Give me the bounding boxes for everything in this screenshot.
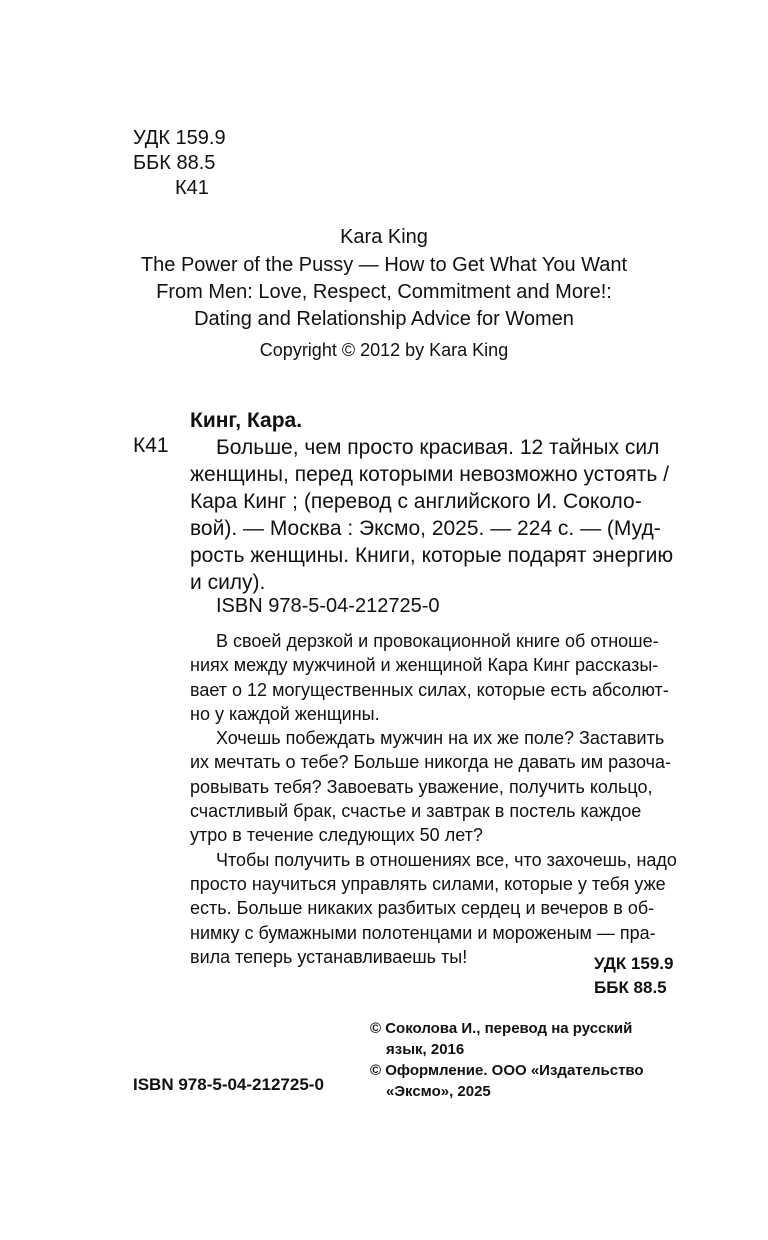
annotation-paragraph: [190, 848, 678, 969]
design-copyright: [370, 1060, 680, 1102]
annotation-line: но у каждой женщины.: [190, 703, 380, 724]
translation-copyright: [370, 1018, 680, 1060]
footer-classification: [594, 952, 673, 1000]
original-copyright: Copyright © 2012 by Kara King: [259, 340, 509, 360]
record-author-mark: К41: [133, 434, 169, 457]
copyright-line: © Оформление. ООО «Издательство: [370, 1062, 644, 1079]
annotation-line: Чтобы получить в отношениях все, что захочешь, надо: [216, 849, 677, 870]
biblio-line: рость женщины. Книги, которые подарят энергию: [190, 544, 674, 567]
annotation-line: есть. Больше никаких разбитых сердец и вечеров в об-: [190, 898, 655, 919]
annotation-line: их мечтать о тебе? Больше никогда не давать им разоча-: [190, 752, 671, 773]
copyright-line: © Соколова И., перевод на русский: [370, 1020, 633, 1037]
biblio-line: вой). — Москва : Эксмо, 2025. — 224 с. — (Муд-: [190, 517, 661, 540]
annotation-paragraph: [190, 726, 678, 847]
annotation-line: счастливый брак, счастье и завтрак в постель каждое: [190, 801, 642, 822]
udk-code: УДК 159.9: [133, 127, 226, 149]
annotation-line: просто научиться управлять силами, которые у тебя уже: [190, 873, 666, 894]
biblio-line: Больше, чем просто красивая. 12 тайных сил: [216, 436, 660, 459]
original-author: Kara King: [340, 226, 428, 248]
bbk-code: ББК 88.5: [133, 152, 216, 174]
bibliographic-description: [190, 434, 678, 596]
original-title: [0, 252, 768, 333]
original-title-line: Dating and Relationship Advice for Women: [194, 308, 574, 330]
classification-codes: [133, 126, 226, 201]
footer-copyrights: [370, 1018, 680, 1102]
annotation-paragraph: [190, 629, 678, 726]
annotation-line: ровывать тебя? Завоевать уважение, получить кольцо,: [190, 776, 653, 797]
author-mark: К41: [175, 177, 209, 199]
biblio-line: женщины, перед которыми невозможно устоять /: [190, 463, 669, 486]
footer-isbn: ISBN 978-5-04-212725-0: [133, 1075, 324, 1094]
footer-udk: УДК 159.9: [594, 954, 674, 973]
author-heading: Кинг, Кара.: [190, 409, 303, 432]
original-title-line: The Power of the Pussy — How to Get What You Want: [140, 254, 628, 276]
isbn: ISBN 978-5-04-212725-0: [216, 595, 440, 617]
annotation-line: утро в течение следующих 50 лет?: [190, 825, 483, 846]
biblio-line: и силу).: [190, 571, 266, 594]
copyright-line: язык, 2016: [386, 1041, 465, 1058]
annotation-line: Хочешь побеждать мужчин на их же поле? Заставить: [216, 728, 665, 749]
biblio-line: Кара Кинг ; (перевод с английского И. Соколо-: [190, 490, 642, 513]
copyright-line: «Эксмо», 2025: [386, 1083, 491, 1100]
annotation-line: ниях между мужчиной и женщиной Кара Кинг рассказы-: [190, 655, 659, 676]
annotation-line: нимку с бумажными полотенцами и мороженым — пра-: [190, 922, 656, 943]
annotation-line: вила теперь устанавливаешь ты!: [190, 946, 468, 967]
annotation-line: вает о 12 могущественных силах, которые есть абсолют-: [190, 679, 669, 700]
footer-bbk: ББК 88.5: [594, 978, 667, 997]
annotation-line: В своей дерзкой и провокационной книге об отноше-: [216, 631, 659, 651]
original-title-line: From Men: Love, Respect, Commitment and More!:: [156, 281, 612, 303]
annotation: [190, 629, 678, 969]
